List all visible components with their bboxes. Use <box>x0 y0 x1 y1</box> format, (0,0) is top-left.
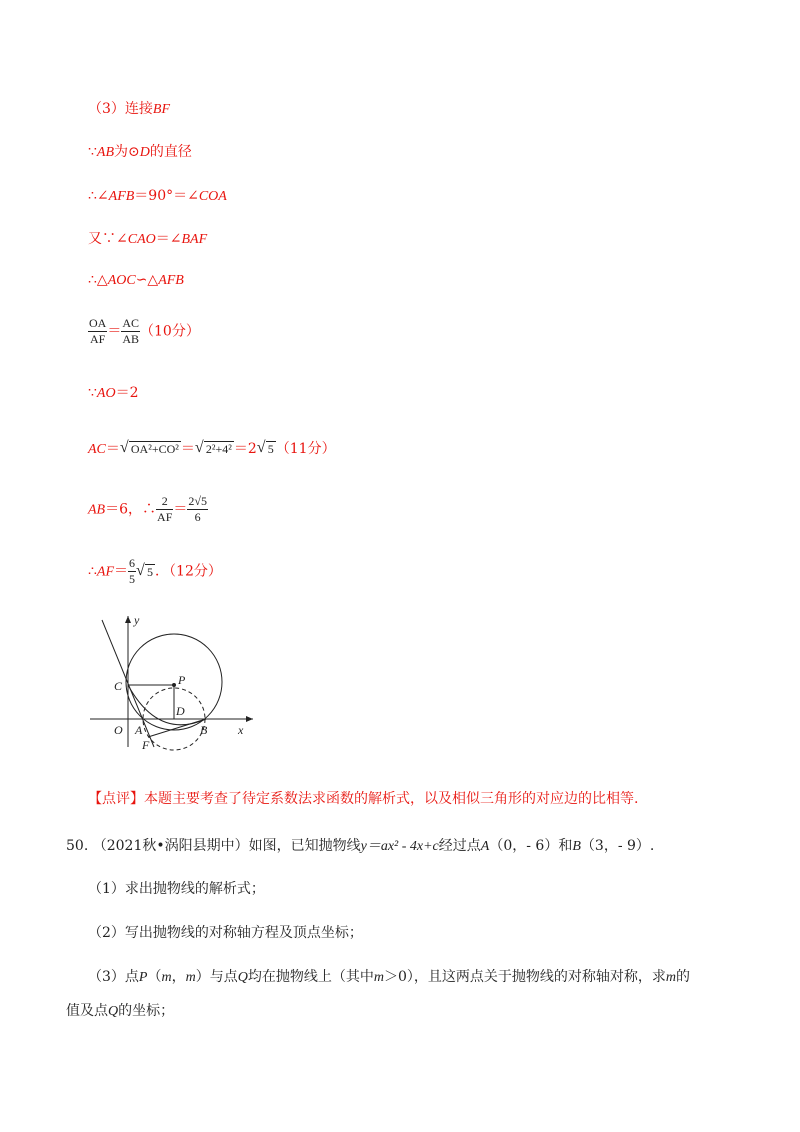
text: ∽△ <box>135 272 159 288</box>
line-similar <box>88 272 184 289</box>
sqrt: √ 2²+4² <box>194 439 232 456</box>
fraction <box>88 316 107 347</box>
text: ＝ <box>107 323 122 340</box>
denominator: AF <box>157 510 173 524</box>
denominator: AF <box>90 332 106 346</box>
var: m <box>185 970 196 985</box>
text: ＝ <box>173 501 188 518</box>
var: AOC <box>107 273 136 288</box>
var: AB <box>96 145 115 160</box>
geometry-figure <box>88 612 258 752</box>
line-ratio <box>88 316 200 347</box>
line-af <box>88 556 222 587</box>
var: COA <box>198 189 227 204</box>
text: ）与点 <box>195 969 238 985</box>
var: AFB <box>158 273 184 288</box>
fraction <box>187 494 208 525</box>
text: 经过点 <box>438 838 481 854</box>
figure-svg <box>88 612 258 752</box>
var: AFB <box>108 189 135 204</box>
var: Q <box>237 970 248 985</box>
line-equal-angles <box>88 228 207 248</box>
text: 的 <box>676 969 691 985</box>
var: B <box>572 839 581 854</box>
question-3 <box>88 966 690 986</box>
denominator: 5 <box>129 572 136 586</box>
var: AB <box>88 502 106 518</box>
label-p: P <box>178 673 186 687</box>
var: m <box>665 970 677 985</box>
label-b: B <box>200 723 208 737</box>
equation: y＝ax² - 4x+c <box>360 839 439 854</box>
numerator: OA <box>89 316 107 330</box>
y-axis-arrow <box>125 616 131 623</box>
comment <box>88 788 638 808</box>
x-axis-arrow <box>246 716 253 722</box>
problem-stem <box>66 835 654 855</box>
line-ac <box>88 438 336 458</box>
score: （11分） <box>275 441 336 457</box>
var: m <box>161 970 172 985</box>
text: （3）连接 <box>88 101 153 117</box>
sqrt: √ 5 <box>256 439 274 456</box>
fraction <box>121 316 140 347</box>
label-c: C <box>114 679 123 693</box>
var: AC <box>88 442 106 457</box>
text: ， <box>171 969 186 985</box>
var: P <box>138 970 148 985</box>
text: （1）求出抛物线的解析式； <box>88 881 265 897</box>
score: （10分） <box>140 323 200 340</box>
text: （3）点 <box>88 969 139 985</box>
comment-tag: 【点评】 <box>88 791 144 807</box>
radicand: 2²+4² <box>205 442 232 456</box>
var: m <box>373 970 384 985</box>
text: ＝6，∴ <box>105 501 157 518</box>
text: 的坐标； <box>118 1003 175 1019</box>
label-d: D <box>176 704 185 718</box>
var: BAF <box>181 232 208 247</box>
text: 的直径 <box>149 144 192 160</box>
denominator: 6 <box>194 510 201 524</box>
text: 均在抛物线上（其中 <box>247 969 374 985</box>
radicand: 5 <box>267 442 274 456</box>
numerator: 2√5 <box>188 494 207 508</box>
label-x: x <box>238 723 244 737</box>
var: D <box>139 145 150 160</box>
text: ＝2 <box>115 385 139 401</box>
sqrt: √ OA²+CO² <box>119 439 179 456</box>
text: （0，- 6）和 <box>489 838 573 854</box>
var: AO <box>96 386 116 401</box>
radicand: OA²+CO² <box>130 442 179 456</box>
var: Q <box>108 1004 119 1019</box>
text: （2）写出抛物线的对称轴方程及顶点坐标； <box>88 925 363 941</box>
segment-bf <box>148 719 206 737</box>
var: CAO <box>127 232 156 247</box>
text: （ <box>147 969 162 985</box>
sqrt: √ 5 <box>136 561 154 579</box>
radicand: 5 <box>147 564 154 579</box>
text: ＝2 <box>233 441 257 457</box>
question-3-cont <box>66 1000 174 1020</box>
denominator: AB <box>122 332 140 346</box>
point-p <box>172 683 176 687</box>
fraction <box>128 556 136 587</box>
numerator: 6 <box>129 556 136 570</box>
text: 值及点 <box>66 1003 108 1019</box>
label-f: F <box>142 738 150 752</box>
label-o: O <box>114 723 123 737</box>
text: 为⊙ <box>114 144 140 160</box>
text: ＝ <box>180 441 195 457</box>
text: ∵ <box>88 385 97 401</box>
label-y: y <box>134 613 140 627</box>
var: AF <box>96 564 115 580</box>
text: ＝∠ <box>155 231 182 247</box>
question-1 <box>88 878 265 898</box>
question-2 <box>88 922 363 942</box>
text: ∴∠ <box>88 188 109 204</box>
text: ＞0），且这两点关于抛物线的对称轴对称，求 <box>383 969 666 985</box>
label-a: A <box>135 723 143 737</box>
text: ＝ <box>114 563 129 580</box>
fraction <box>156 494 173 525</box>
line-ao <box>88 382 139 402</box>
text: ∴△ <box>88 272 108 288</box>
numerator: 2 <box>156 494 173 510</box>
var: A <box>480 839 490 854</box>
comment-text: 本题主要考查了待定系数法求函数的解析式，以及相似三角形的对应边的比相等. <box>144 791 639 807</box>
numerator: AC <box>122 316 140 330</box>
text: ．（12分） <box>155 563 222 580</box>
text: ＝ <box>105 441 120 457</box>
text: （3，- 9）. <box>580 838 655 854</box>
line-connect-bf <box>88 98 170 118</box>
text: ∴ <box>88 563 97 580</box>
text: 又∵∠ <box>88 231 128 247</box>
problem-number: 50. <box>66 838 89 854</box>
line-ab <box>88 494 208 525</box>
line-right-angle <box>88 185 227 205</box>
text: ∵ <box>88 144 97 160</box>
text: ＝90°＝∠ <box>134 188 199 204</box>
line-diameter <box>88 141 192 161</box>
text: （2021秋•涡阳县期中）如图，已知抛物线 <box>92 838 361 854</box>
var: BF <box>152 102 171 117</box>
